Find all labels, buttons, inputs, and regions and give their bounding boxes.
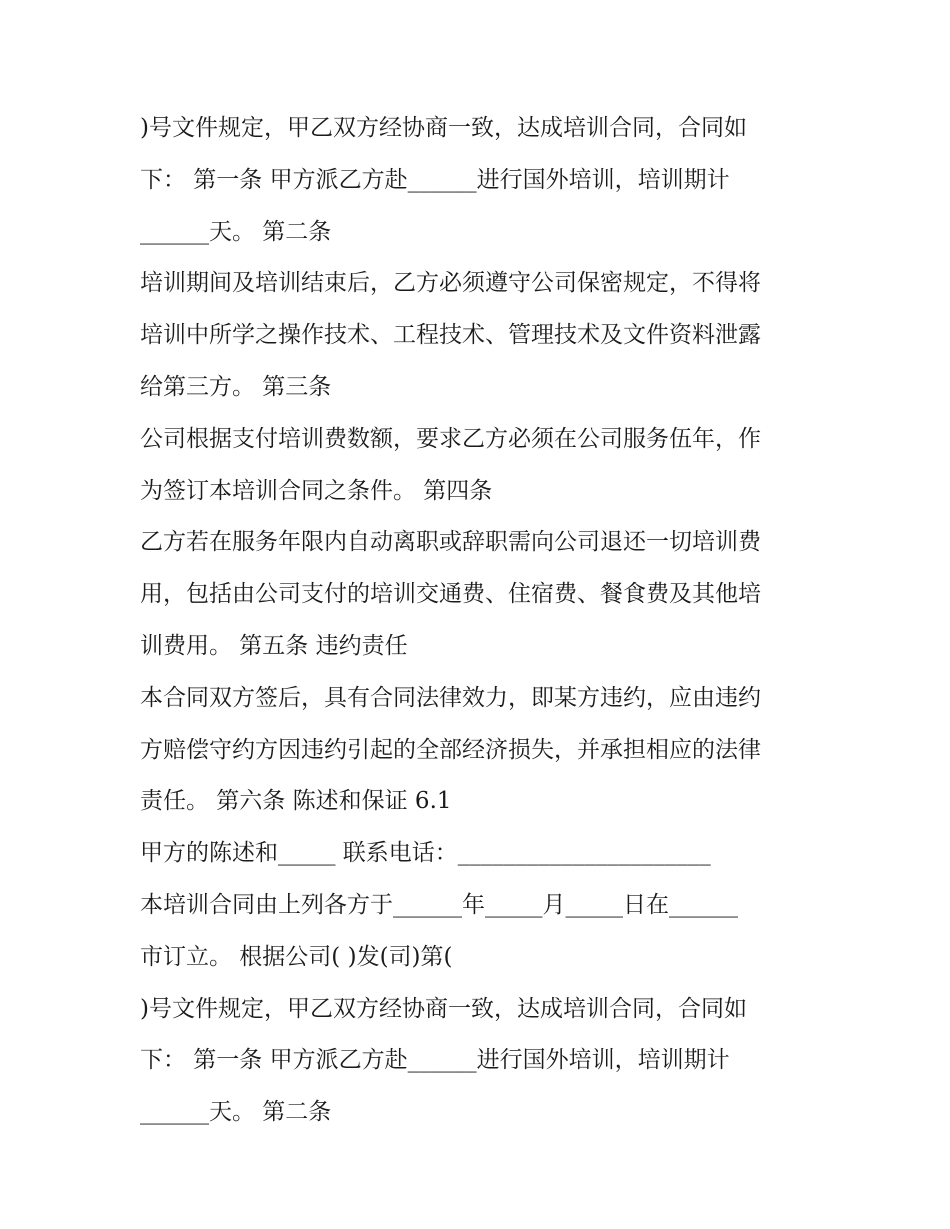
document-body xyxy=(140,103,830,1139)
text-line: )号文件规定，甲乙双方经协商一致，达成培训合同，合同如 xyxy=(140,115,747,141)
text-line: 本合同双方签后，具有合同法律效力，即某方违约，应由违约 xyxy=(140,684,761,711)
text-line: 乙方若在服务年限内自动离职或辞职需向公司退还一切培训费 xyxy=(140,529,761,556)
text-line: 公司根据支付培训费数额，要求乙方必须在公司服务伍年，作 xyxy=(140,425,761,452)
text-line: 市订立。 根据公司( )发(司)第( xyxy=(140,943,453,970)
text-line: 用，包括由公司支付的培训交通费、住宿费、餐食费及其他培 xyxy=(140,581,761,608)
text-line: 为签订本培训合同之条件。 第四条 xyxy=(140,477,493,504)
text-line: 方赔偿守约方因违约引起的全部经济损失，并承担相应的法律 xyxy=(140,736,761,763)
text-line: ______天。 第二条 xyxy=(140,1099,332,1126)
text-line: 甲方的陈述和_____ 联系电话：______________________ xyxy=(140,840,711,867)
text-line: 给第三方。 第三条 xyxy=(140,373,332,400)
text-line: 责任。 第六条 陈述和保证 6.1 xyxy=(140,788,452,815)
text-line: 下： 第一条 甲方派乙方赴______进行国外培训，培训期计 xyxy=(140,1047,730,1074)
text-line: )号文件规定，甲乙双方经协商一致，达成培训合同，合同如 xyxy=(140,995,747,1022)
text-line: ______天。 第二条 xyxy=(140,218,332,245)
text-line: 下： 第一条 甲方派乙方赴______进行国外培训，培训期计 xyxy=(140,166,730,193)
text-line: 培训中所学之操作技术、工程技术、管理技术及文件资料泄露 xyxy=(140,322,761,349)
text-line: 培训期间及培训结束后，乙方必须遵守公司保密规定，不得将 xyxy=(140,270,761,297)
text-line: 本培训合同由上列各方于______年_____月_____日在______ xyxy=(140,891,738,918)
text-line: 训费用。 第五条 违约责任 xyxy=(140,632,408,659)
